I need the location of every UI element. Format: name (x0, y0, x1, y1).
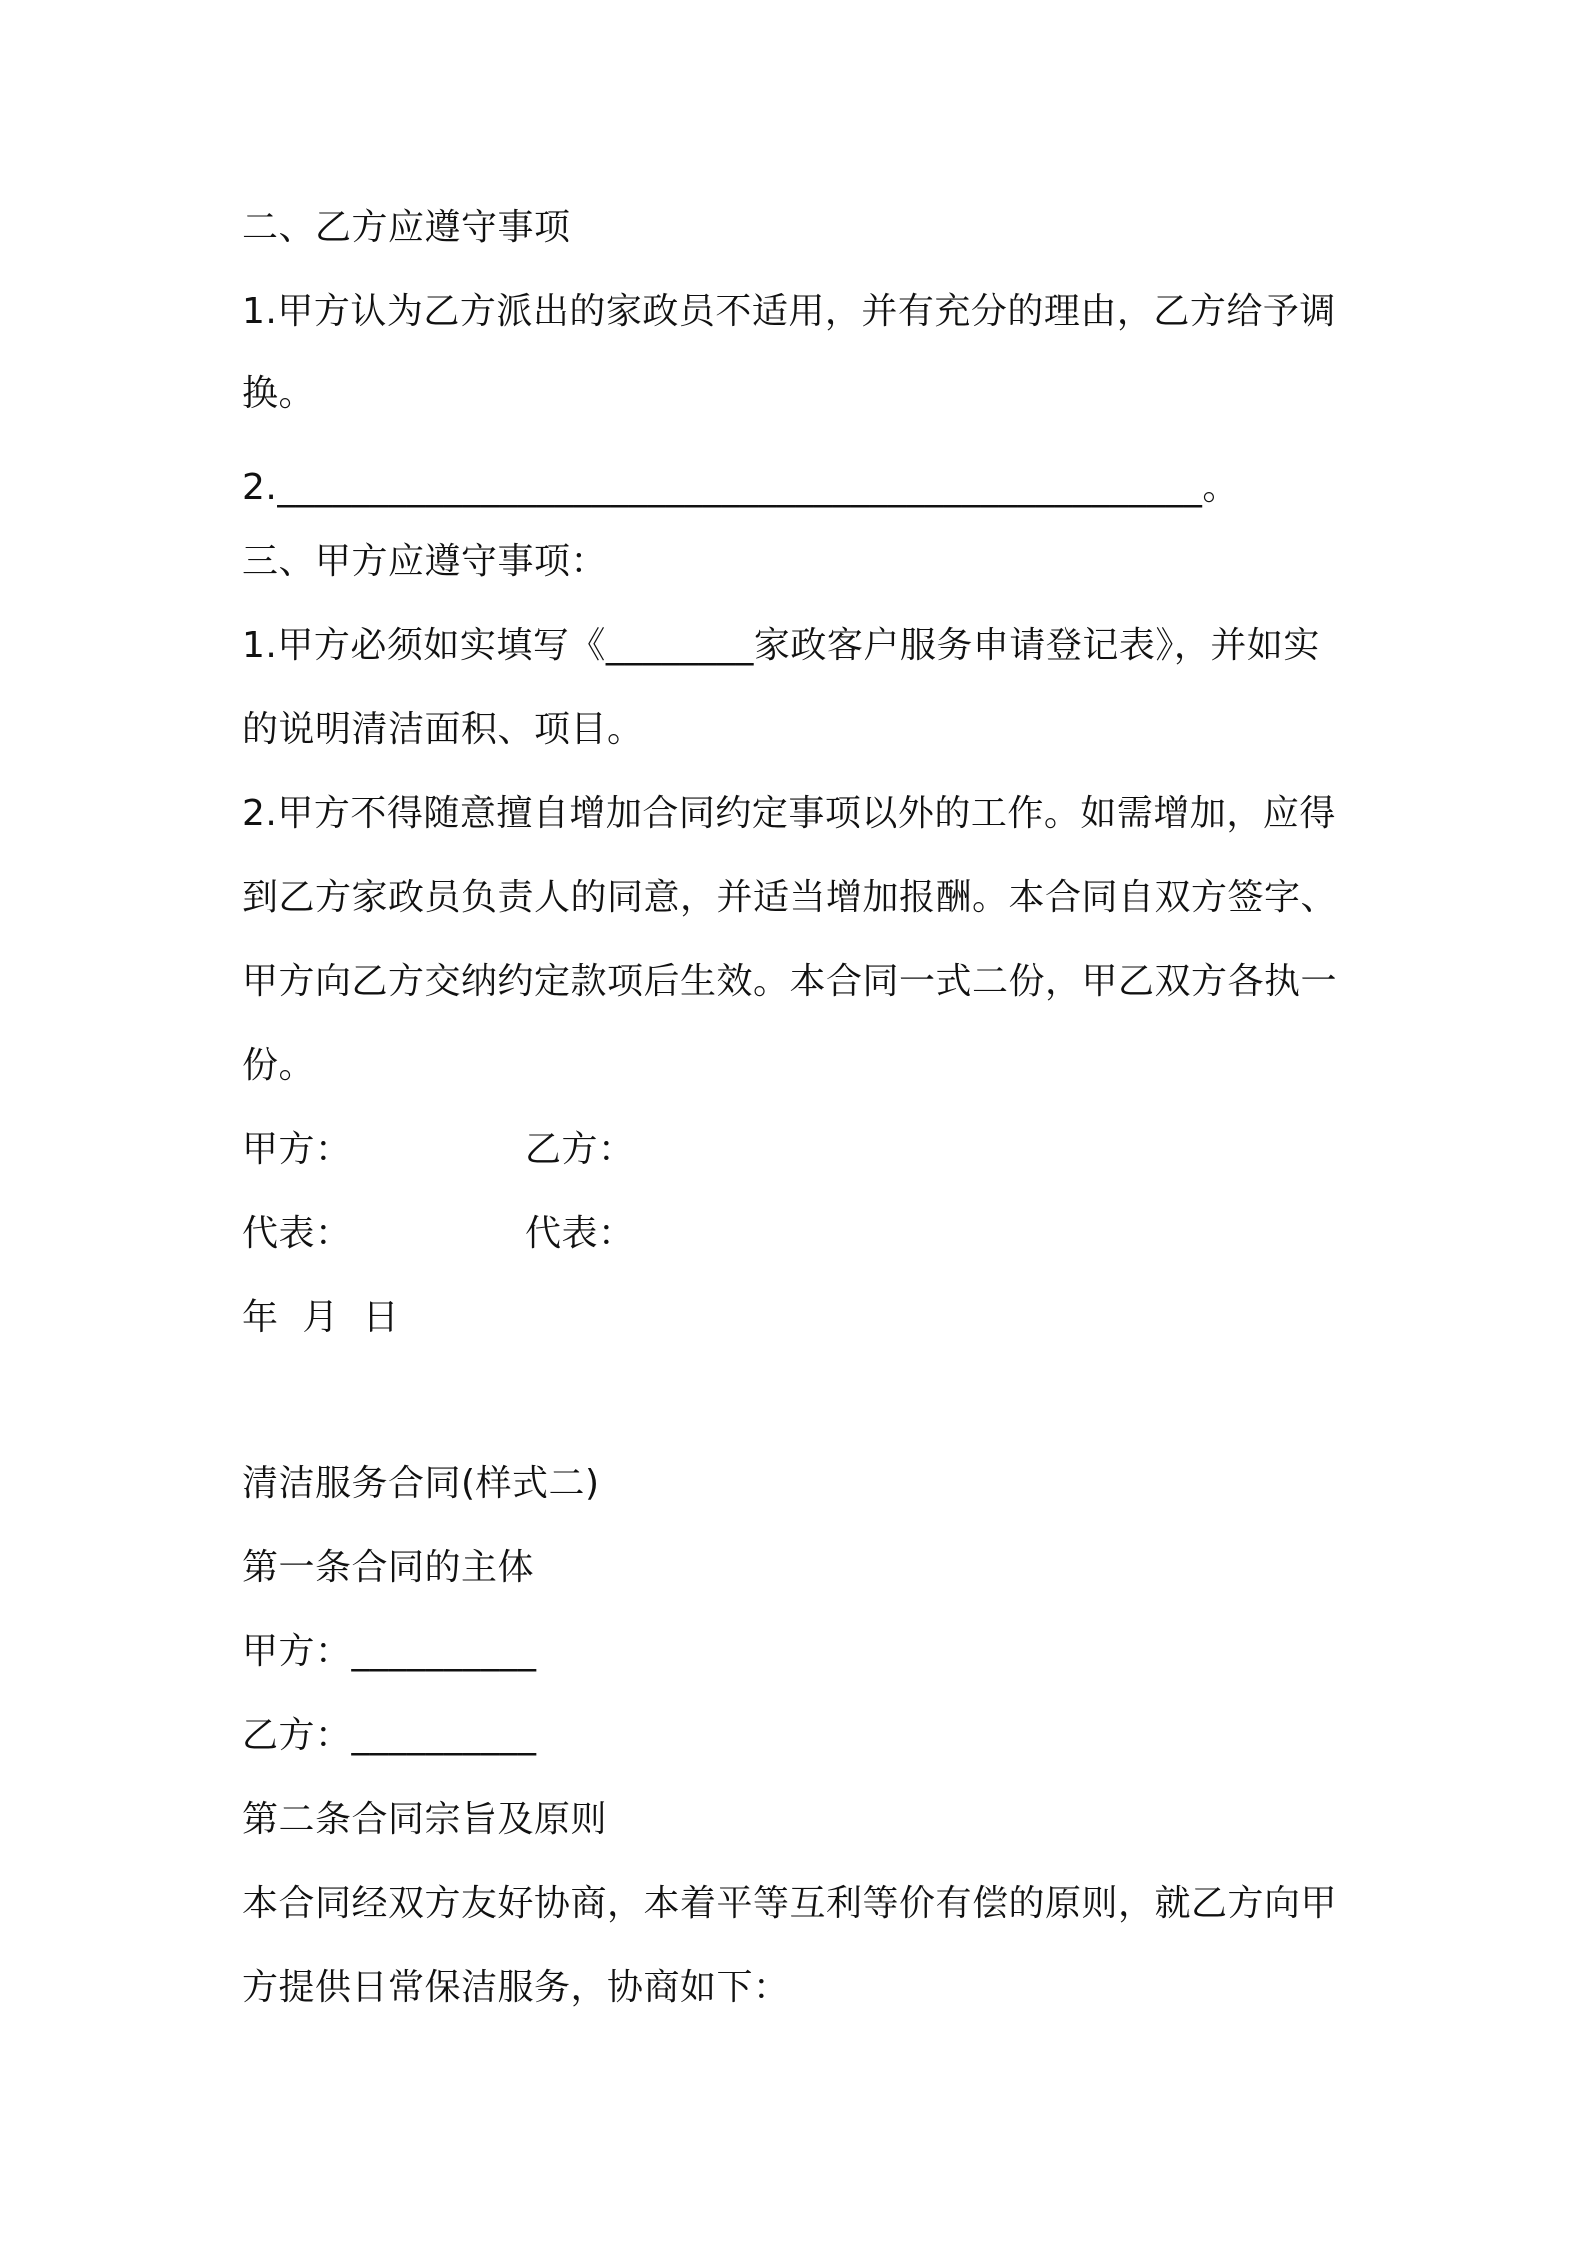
clause-text: 甲方向乙方交纳约定款项后生效。本合同一式二份，甲乙双方各执一 (242, 961, 1338, 1002)
clause-text: 换。 (242, 373, 316, 414)
party-a-field: 甲方：__________ (242, 1631, 537, 1672)
blank-clause: 2.__________________________________________________。 (242, 467, 1239, 508)
date-line: 年 月 日 (242, 1297, 400, 1338)
clause-text: 的说明清洁面积、项目。 (242, 709, 644, 750)
article-heading: 第一条合同的主体 (242, 1547, 535, 1588)
party-a-label: 甲方： (242, 1129, 352, 1170)
section-heading-party-a-obligations: 三、甲方应遵守事项： (242, 541, 608, 582)
article-heading: 第二条合同宗旨及原则 (242, 1799, 608, 1840)
clause-text: 份。 (242, 1045, 316, 1086)
paragraph-text: 本合同经双方友好协商，本着平等互利等价有偿的原则，就乙方向甲 (242, 1883, 1338, 1924)
clause-text: 1.甲方认为乙方派出的家政员不适用，并有充分的理由，乙方给予调 (242, 291, 1336, 332)
paragraph-text: 方提供日常保洁服务，协商如下： (242, 1967, 790, 2008)
clause-text: 到乙方家政员负责人的同意，并适当增加报酬。本合同自双方签字、 (242, 877, 1338, 918)
contract-title: 清洁服务合同(样式二) (242, 1463, 600, 1504)
signature-row-parties (242, 1128, 1362, 1172)
section-heading-party-b-obligations: 二、乙方应遵守事项 (242, 207, 571, 248)
signature-row-representatives (242, 1212, 1362, 1256)
rep-a-label: 代表： (242, 1213, 352, 1254)
party-b-label: 乙方： (525, 1129, 635, 1170)
party-b-field: 乙方：__________ (242, 1715, 537, 1756)
rep-b-label: 代表： (525, 1213, 635, 1254)
clause-text: 1.甲方必须如实填写《________家政客户服务申请登记表》，并如实 (242, 625, 1320, 666)
clause-text: 2.甲方不得随意擅自增加合同约定事项以外的工作。如需增加，应得 (242, 793, 1336, 834)
